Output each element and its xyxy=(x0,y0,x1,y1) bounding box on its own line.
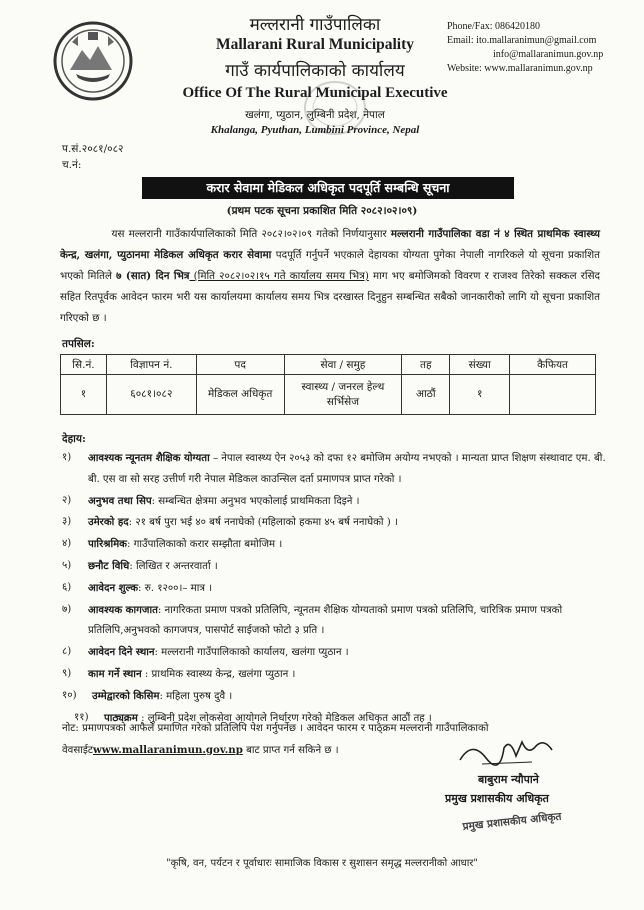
item-number: ११) xyxy=(74,711,89,723)
item-text: : २१ बर्ष पुरा भई ४० बर्ष ननाघेको (महिलाको हकमा ४५ बर्ष ननाघेको ) । xyxy=(128,517,398,529)
cell-remarks xyxy=(510,375,596,415)
item-number: ६) xyxy=(62,581,72,593)
list-item xyxy=(62,664,612,686)
footer-motto: "कृषि, वन, पर्यटन र पूर्वाधारः सामाजिक विकास र सुशासन समृद्ध मल्लरानीको आधार" xyxy=(165,858,478,869)
item-label: काम गर्ने स्थान xyxy=(88,667,142,680)
office-name-en: Office Of The Rural Municipal Executive xyxy=(182,85,448,101)
cell-advert-no: ६०८१।०८२ xyxy=(106,375,196,415)
list-item xyxy=(62,600,612,643)
col-header-post: पद xyxy=(196,355,284,375)
signatory-title: प्रमुख प्रशासकीय अधिकृत xyxy=(445,792,549,805)
item-number: १) xyxy=(62,452,72,463)
item-text: : लुम्बिनी प्रदेश लोकसेवा आयोगले निर्धारण गरेको मेडिकल अधिकृत आठौं तह । xyxy=(137,712,432,724)
cell-count: १ xyxy=(450,375,510,415)
item-number: ५) xyxy=(62,559,72,571)
item-text: : सम्बन्धित क्षेत्रमा अनुभव भएकोलाई प्राथमिकता दिइने । xyxy=(151,495,360,507)
col-header-sn: सि.नं. xyxy=(61,355,107,375)
item-number: ७) xyxy=(62,603,72,615)
vacancy-table xyxy=(60,354,596,415)
body-text-3: माग भए बमोजिमको विवरण र राजश्व तिरेको सक्कल रसिद सहित रितपूर्वक आवेदन फारम भरी यस कार्यालयमा कार्यालय समय भित्र दरखास्त दिनुहुन सम्बन्धित सबैको जानकारीको लागि यो सूचना प्रकाशित गरिएको छ । xyxy=(60,270,601,324)
conditions-list xyxy=(62,448,612,729)
item-text: : प्राथमिक स्वास्थ्य केन्द्र, खलंगा प्युठान । xyxy=(141,668,296,680)
dispatch-number: च.नं: xyxy=(62,159,82,171)
body-text-2: पदपूर्ति गर्नुपर्ने भएकाले देहायका योग्यता पुगेका नेपाली नागरिकले यो सूचना प्रकाशित भएको मितिले xyxy=(60,249,601,282)
col-header-service-group: सेवा / समुह xyxy=(284,355,402,375)
item-label: छनौट विधि xyxy=(88,559,130,572)
item-label: आवश्यक कागजात xyxy=(88,603,158,616)
notice-subtitle: (प्रथम पटक सूचना प्रकाशित मिति २०८२।०२।०९) xyxy=(226,205,418,217)
note-text-1: नोट: प्रमाणपत्रको आफैले प्रमाणित गरेको प्रतिलिपि पेश गर्नुपर्नेछ । आवेदन फारम र पाठ्क्रम मल्लरानी गाउँपालिकाको वेवसाईट xyxy=(62,723,489,756)
office-name-np: गाउँ कार्यपालिकाको कार्यालय xyxy=(225,61,405,81)
item-text: : गाउँपालिकाको करार सम्झौता बमोजिम । xyxy=(127,539,283,551)
body-deadline: (मिति २०८२।०२।१५ गते कार्यालय समय भित्र) xyxy=(189,270,369,282)
col-header-level: तह xyxy=(402,355,450,375)
col-header-remarks: कैफियत xyxy=(510,355,596,375)
item-number: १०) xyxy=(62,689,77,701)
item-text: : नागरिकता प्रमाण पत्रको प्रतिलिपि, न्यूनतम शैक्षिक योग्यताको प्रमाण पत्रको प्रतिलिपि, चारित्रिक प्रमाण पत्रको प्रतिलिपि,अनुभवको कागजपत्र, पासपोर्ट साईजको फोटो ३ प्रति । xyxy=(88,604,563,637)
body-bold-2: ७ (सात) दिन भित्र xyxy=(116,270,190,282)
details-label: तपसिल: xyxy=(62,338,95,350)
body-bold-1: मल्लरानी गाउँपालिका वडा नं ४ स्थित प्राथमिक स्वास्थ्य केन्द्र, खलंगा, प्युठानमा मेडिकल अधिकृत करार सेवामा xyxy=(60,228,600,261)
note-website: www.mallaranimun.gov.np xyxy=(93,743,243,756)
item-label: उम्मेद्वारको किसिम xyxy=(92,689,160,702)
list-item xyxy=(62,556,612,578)
table-header-row xyxy=(61,355,596,375)
signatory-name: बाबुराम न्यौपाने xyxy=(478,773,539,786)
item-label: पाठ्यक्रम xyxy=(104,711,138,724)
item-text: – नेपाल स्वास्थ्य ऐन २०५३ को दफा १२ बमोजिम अयोग्य नभएको । मान्यता प्राप्त शिक्षण संस्थावाट एम. बी. बी. एस वा सो सरह उत्तीर्ण गरी नेपाल मेडिकल काउन्सिल दर्ता प्रमाणपत्र प्राप्त गरेको । xyxy=(88,453,606,485)
col-header-advert-no: विज्ञापन नं. xyxy=(106,355,196,375)
address-en: Khalanga, Pyuthan, Lumbini Province, Nepal xyxy=(210,124,420,136)
cell-service-group: स्वास्थ्य / जनरल हेल्थ सर्भिसेज xyxy=(284,375,402,415)
item-number: २) xyxy=(62,494,72,506)
official-stamp: प्रमुख प्रशासकीय अधिकृत xyxy=(462,810,563,833)
item-text: : रु. १२००।– मात्र । xyxy=(138,582,213,594)
col-header-count: संख्या xyxy=(450,355,510,375)
list-item xyxy=(62,686,612,708)
notice-title: करार सेवामा मेडिकल अधिकृत पदपूर्ति सम्बन्धि सूचना xyxy=(142,177,514,199)
item-label: उमेरको हद xyxy=(88,516,129,529)
item-text: : लिखित र अन्तरवार्ता । xyxy=(129,560,218,572)
item-label: आवेदन शुल्क xyxy=(88,581,139,594)
list-item xyxy=(62,491,612,513)
item-label: आवेदन दिने स्थान xyxy=(88,646,155,659)
email-secondary: info@mallaranimun.gov.np xyxy=(493,49,604,60)
address-np: खलंगा, प्युठान, लुम्बिनी प्रदेश, नेपाल xyxy=(245,109,385,121)
signature-icon xyxy=(452,734,562,768)
item-text: : महिला पुरुष दुवै । xyxy=(159,690,233,702)
table-row xyxy=(61,375,596,415)
item-text: : मल्लरानी गाउँपालिकाको कार्यालय, खलंगा प्युठान । xyxy=(154,647,349,659)
item-number: ४) xyxy=(62,538,72,550)
list-item xyxy=(62,534,612,556)
notice-body xyxy=(60,224,600,329)
cell-sn: १ xyxy=(61,375,107,415)
item-label: आवश्यक न्यूनतम शैक्षिक योग्यता xyxy=(88,452,210,464)
website: Website: www.mallaranimun.gov.np xyxy=(447,63,593,74)
item-number: ३) xyxy=(62,516,72,528)
conditions-label: देहाय: xyxy=(62,433,86,445)
list-item xyxy=(62,578,612,600)
note-text-2: बाट प्राप्त गर्न सकिने छ । xyxy=(242,744,339,756)
item-label: पारिश्रमिक xyxy=(88,538,127,551)
nepal-emblem-icon xyxy=(52,20,134,102)
list-item xyxy=(62,448,612,491)
phone-fax: Phone/Fax: 086420180 xyxy=(447,21,541,32)
item-number: ९) xyxy=(62,667,72,679)
email-primary: Email: ito.mallaranimun@gmail.com xyxy=(447,35,597,46)
letter-number: प.सं.२०८१/०८२ xyxy=(62,143,124,155)
list-item xyxy=(62,642,612,664)
cell-post: मेडिकल अधिकृत xyxy=(196,375,284,415)
body-text-1: यस मल्लरानी गाउँकार्यपालिकाको मिति २०८२।०२।०९ गतेको निर्णयानुसार xyxy=(111,228,391,240)
item-number: ८) xyxy=(62,646,72,658)
item-label: अनुभव तथा सिप xyxy=(88,494,152,507)
list-item xyxy=(62,512,612,534)
municipality-name-np: मल्लरानी गाउँपालिका xyxy=(249,15,381,35)
cell-level: आठौं xyxy=(402,375,450,415)
municipality-name-en: Mallarani Rural Municipality xyxy=(215,36,415,53)
